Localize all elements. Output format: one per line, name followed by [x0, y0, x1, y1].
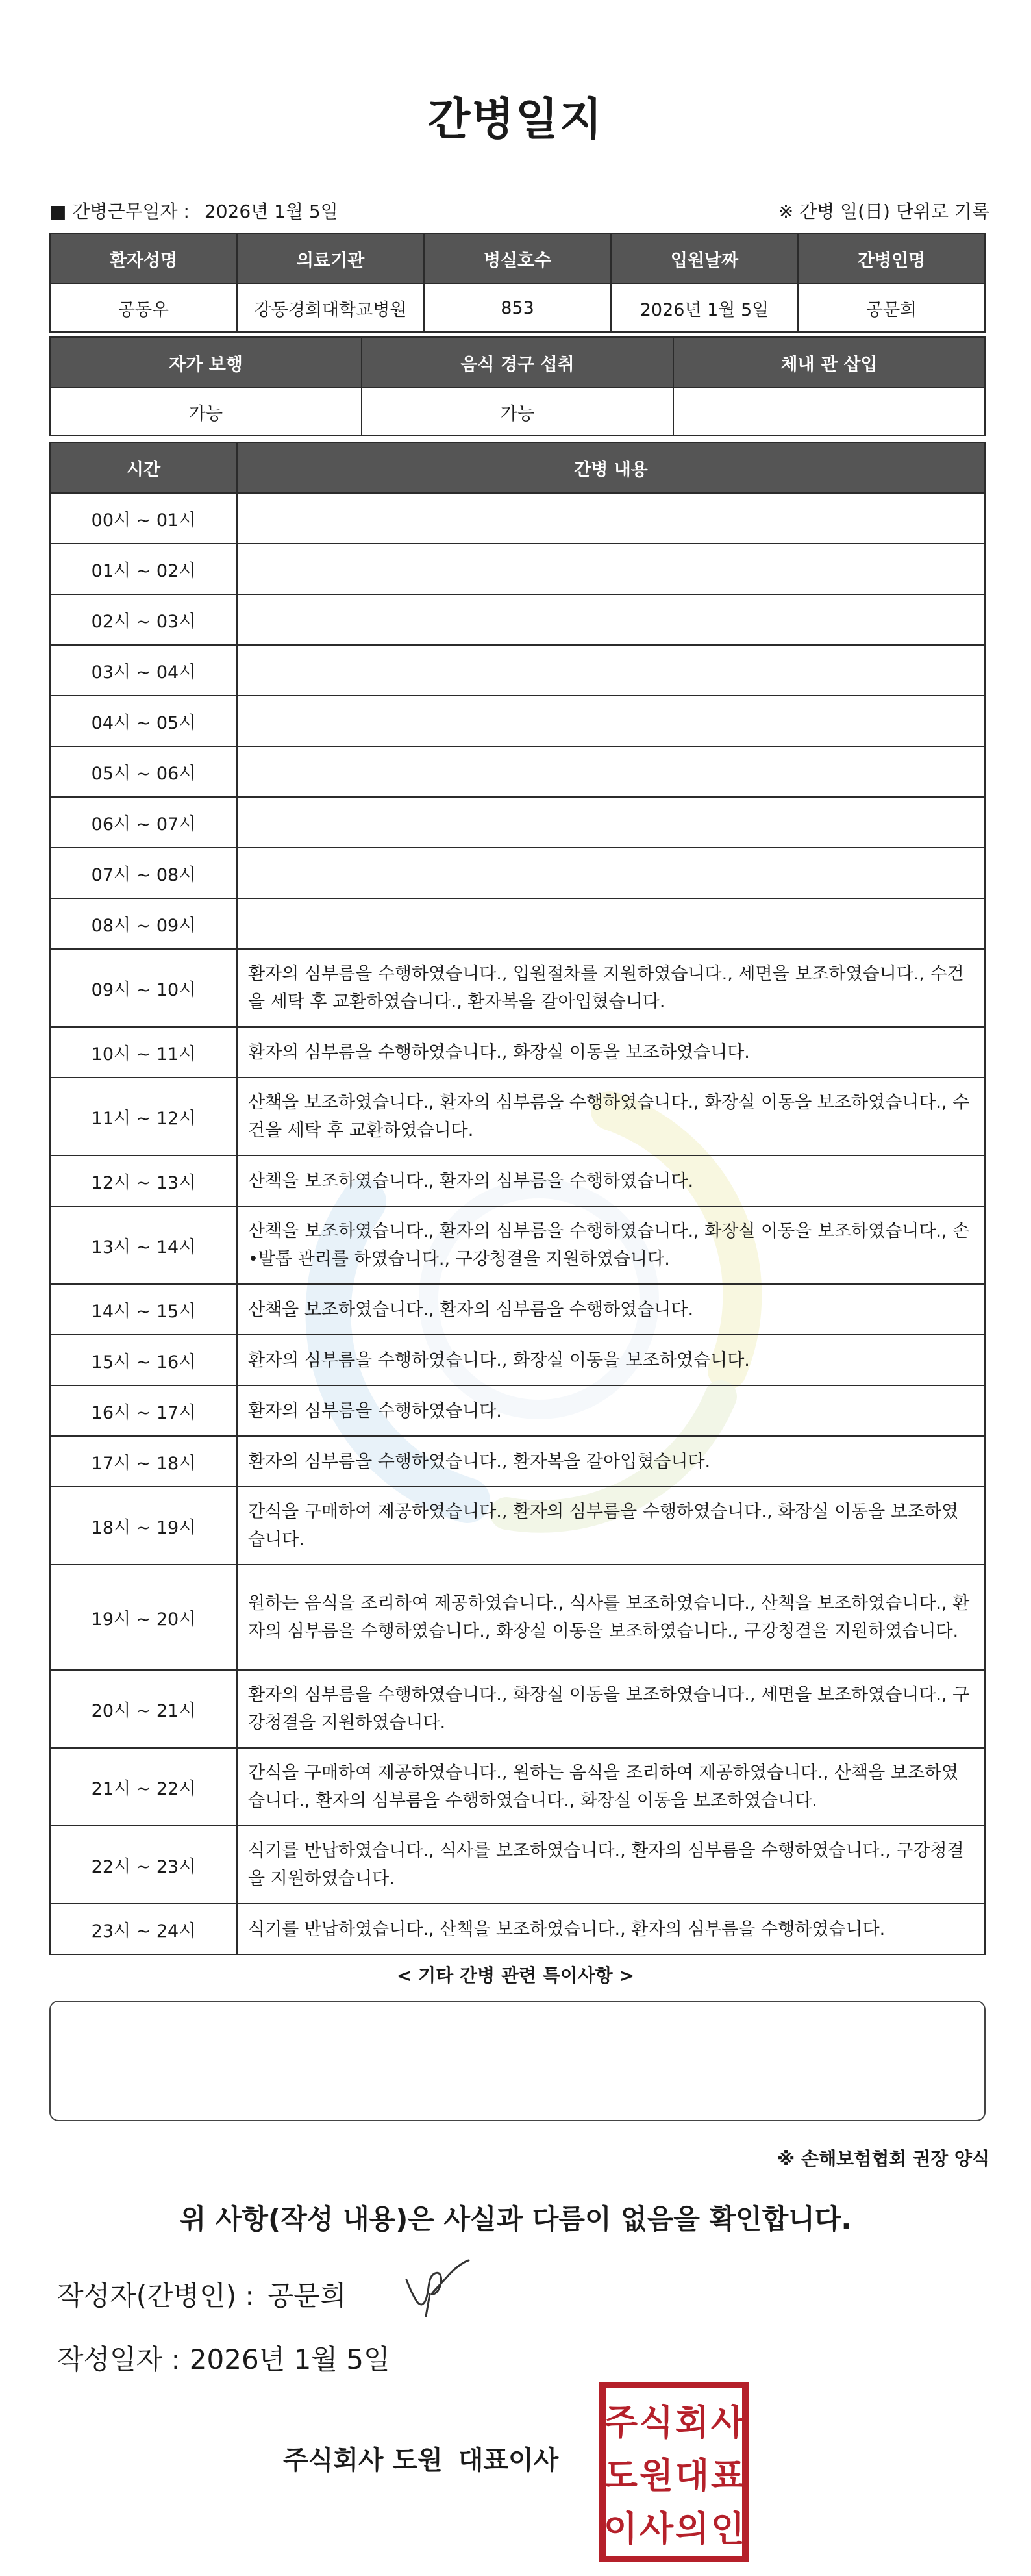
row-care-content: 환자의 심부름을 수행하였습니다., 환자복을 갈아입혔습니다.	[237, 1436, 985, 1487]
table-row	[50, 746, 985, 797]
tube-insertion-value	[673, 388, 985, 436]
table-row	[50, 1748, 985, 1826]
patient-name: 공동우	[50, 284, 237, 332]
row-care-content: 산책을 보조하였습니다., 환자의 심부름을 수행하였습니다.	[237, 1155, 985, 1206]
writer-line	[57, 2275, 346, 2314]
row-time: 11시 ~ 12시	[50, 1078, 237, 1155]
source-note: ※ 손해보험협회 권장 양식	[777, 2148, 989, 2169]
header-caregiver: 간병인명	[798, 233, 985, 284]
table-row	[50, 645, 985, 696]
page-title: 간병일지	[427, 94, 604, 145]
row-time: 23시 ~ 24시	[50, 1904, 237, 1954]
header-admission-date: 입원날짜	[611, 233, 798, 284]
row-care-content	[237, 594, 985, 645]
care-status-table	[49, 336, 986, 436]
seal-glyph: 표	[710, 2455, 745, 2496]
work-date-value: 2026년 1월 5일	[204, 201, 338, 222]
row-time: 06시 ~ 07시	[50, 797, 237, 848]
row-time: 21시 ~ 22시	[50, 1748, 237, 1826]
row-time: 00시 ~ 01시	[50, 493, 237, 544]
table-row	[50, 949, 985, 1027]
row-time: 14시 ~ 15시	[50, 1284, 237, 1335]
company-name: 주식회사 도원	[283, 2445, 443, 2475]
seal-glyph: 도	[603, 2455, 638, 2496]
table-row	[50, 1904, 985, 1954]
company-ceo-title: 대표이사	[458, 2445, 559, 2475]
row-time: 09시 ~ 10시	[50, 949, 237, 1027]
header-self-walking: 자가 보행	[50, 337, 362, 388]
table-row	[50, 848, 985, 898]
table-row	[50, 1206, 985, 1284]
row-care-content: 환자의 심부름을 수행하였습니다., 화장실 이동을 보조하였습니다., 세면을 보조하였습니다., 구강청결을 지원하였습니다.	[237, 1670, 985, 1748]
row-time: 01시 ~ 02시	[50, 544, 237, 594]
seal-glyph: 식	[639, 2402, 674, 2443]
caregiver-name: 공문희	[798, 284, 985, 332]
row-time: 03시 ~ 04시	[50, 645, 237, 696]
row-time: 17시 ~ 18시	[50, 1436, 237, 1487]
row-care-content: 환자의 심부름을 수행하였습니다., 입원절차를 지원하였습니다., 세면을 보조하였습니다., 수건을 세탁 후 교환하였습니다., 환자복을 갈아입혔습니다.	[237, 949, 985, 1027]
header-care-content: 간병 내용	[237, 442, 985, 493]
company-line	[283, 2440, 558, 2477]
seal-glyph: 사	[710, 2402, 745, 2443]
row-time: 18시 ~ 19시	[50, 1487, 237, 1565]
care-log-table	[49, 442, 986, 1955]
table-row	[50, 1155, 985, 1206]
work-date-label: ■ 간병근무일자 :	[49, 201, 190, 222]
row-time: 08시 ~ 09시	[50, 898, 237, 949]
table-row	[50, 1487, 985, 1565]
row-care-content: 원하는 음식을 조리하여 제공하였습니다., 식사를 보조하였습니다., 산책을 보조하였습니다., 환자의 심부름을 수행하였습니다., 화장실 이동을 보조하였습니다., 구강청결을 지원하였습니다.	[237, 1565, 985, 1670]
row-care-content: 산책을 보조하였습니다., 환자의 심부름을 수행하였습니다., 화장실 이동을 보조하였습니다., 수건을 세탁 후 교환하였습니다.	[237, 1078, 985, 1155]
record-note: ※ 간병 일(日) 단위로 기록	[778, 201, 989, 222]
table-row	[50, 594, 985, 645]
row-time: 15시 ~ 16시	[50, 1335, 237, 1385]
seal-glyph: 회	[675, 2402, 710, 2443]
row-care-content: 식기를 반납하였습니다., 산책을 보조하였습니다., 환자의 심부름을 수행하였습니다.	[237, 1904, 985, 1954]
table-row	[50, 797, 985, 848]
row-care-content: 산책을 보조하였습니다., 환자의 심부름을 수행하였습니다., 화장실 이동을 보조하였습니다., 손•발톱 관리를 하였습니다., 구강청결을 지원하였습니다.	[237, 1206, 985, 1284]
table-row	[50, 1826, 985, 1904]
company-seal-stamp	[599, 2381, 749, 2563]
row-time: 22시 ~ 23시	[50, 1826, 237, 1904]
notes-heading: < 기타 간병 관련 특이사항 >	[396, 1965, 635, 1986]
row-time: 02시 ~ 03시	[50, 594, 237, 645]
table-row	[50, 544, 985, 594]
row-care-content	[237, 645, 985, 696]
table-row	[50, 898, 985, 949]
confirmation-statement: 위 사항(작성 내용)은 사실과 다름이 없음을 확인합니다.	[179, 2203, 852, 2235]
self-walking-value: 가능	[50, 388, 362, 436]
seal-glyph: 의	[675, 2508, 710, 2549]
table-row	[50, 1078, 985, 1155]
writer-label: 작성자(간병인) :	[57, 2280, 255, 2312]
admission-date: 2026년 1월 5일	[611, 284, 798, 332]
room-number: 853	[424, 284, 611, 332]
patient-info-table	[49, 233, 986, 333]
written-date-value: 2026년 1월 5일	[189, 2343, 390, 2375]
header-hospital: 의료기관	[237, 233, 424, 284]
row-care-content: 간식을 구매하여 제공하였습니다., 환자의 심부름을 수행하였습니다., 화장실 이동을 보조하였습니다.	[237, 1487, 985, 1565]
row-time: 10시 ~ 11시	[50, 1027, 237, 1078]
row-time: 19시 ~ 20시	[50, 1565, 237, 1670]
oral-intake-value: 가능	[362, 388, 673, 436]
row-time: 16시 ~ 17시	[50, 1385, 237, 1436]
row-care-content	[237, 696, 985, 746]
seal-glyph: 사	[639, 2508, 674, 2549]
row-care-content	[237, 797, 985, 848]
seal-glyph: 원	[639, 2455, 674, 2496]
seal-glyph: 이	[603, 2508, 638, 2549]
work-date	[49, 197, 338, 223]
header-tube-insertion: 체내 관 삽입	[673, 337, 985, 388]
table-row	[50, 1027, 985, 1078]
seal-glyph: 대	[675, 2455, 710, 2496]
row-time: 13시 ~ 14시	[50, 1206, 237, 1284]
table-row	[50, 493, 985, 544]
writer-name: 공문희	[267, 2280, 347, 2312]
table-row	[50, 1670, 985, 1748]
row-time: 12시 ~ 13시	[50, 1155, 237, 1206]
table-row	[50, 1284, 985, 1335]
seal-glyph: 주	[603, 2402, 638, 2443]
hospital-name: 강동경희대학교병원	[237, 284, 424, 332]
seal-glyph: 인	[710, 2508, 745, 2549]
table-row	[50, 1385, 985, 1436]
row-care-content: 식기를 반납하였습니다., 식사를 보조하였습니다., 환자의 심부름을 수행하였습니다., 구강청결을 지원하였습니다.	[237, 1826, 985, 1904]
header-oral-intake: 음식 경구 섭취	[362, 337, 673, 388]
notes-text	[51, 2002, 984, 2023]
header-time: 시간	[50, 442, 237, 493]
row-care-content	[237, 544, 985, 594]
row-time: 07시 ~ 08시	[50, 848, 237, 898]
row-time: 05시 ~ 06시	[50, 746, 237, 797]
header-patient-name: 환자성명	[50, 233, 237, 284]
signature-image	[401, 2254, 473, 2319]
care-log-rows	[50, 493, 985, 1954]
notes-box	[49, 2001, 986, 2121]
row-care-content	[237, 898, 985, 949]
table-row	[50, 1565, 985, 1670]
row-care-content: 환자의 심부름을 수행하였습니다.	[237, 1385, 985, 1436]
row-care-content	[237, 746, 985, 797]
header-room: 병실호수	[424, 233, 611, 284]
row-care-content: 간식을 구매하여 제공하였습니다., 원하는 음식을 조리하여 제공하였습니다., 산책을 보조하였습니다., 환자의 심부름을 수행하였습니다., 화장실 이동을 보조하였습니다.	[237, 1748, 985, 1826]
table-row	[50, 1335, 985, 1385]
row-care-content: 산책을 보조하였습니다., 환자의 심부름을 수행하였습니다.	[237, 1284, 985, 1335]
written-date-label: 작성일자 :	[57, 2343, 180, 2375]
table-row	[50, 1436, 985, 1487]
written-date-line	[57, 2338, 390, 2377]
row-time: 20시 ~ 21시	[50, 1670, 237, 1748]
table-row	[50, 696, 985, 746]
row-care-content	[237, 493, 985, 544]
row-time: 04시 ~ 05시	[50, 696, 237, 746]
row-care-content	[237, 848, 985, 898]
row-care-content: 환자의 심부름을 수행하였습니다., 화장실 이동을 보조하였습니다.	[237, 1335, 985, 1385]
row-care-content: 환자의 심부름을 수행하였습니다., 화장실 이동을 보조하였습니다.	[237, 1027, 985, 1078]
